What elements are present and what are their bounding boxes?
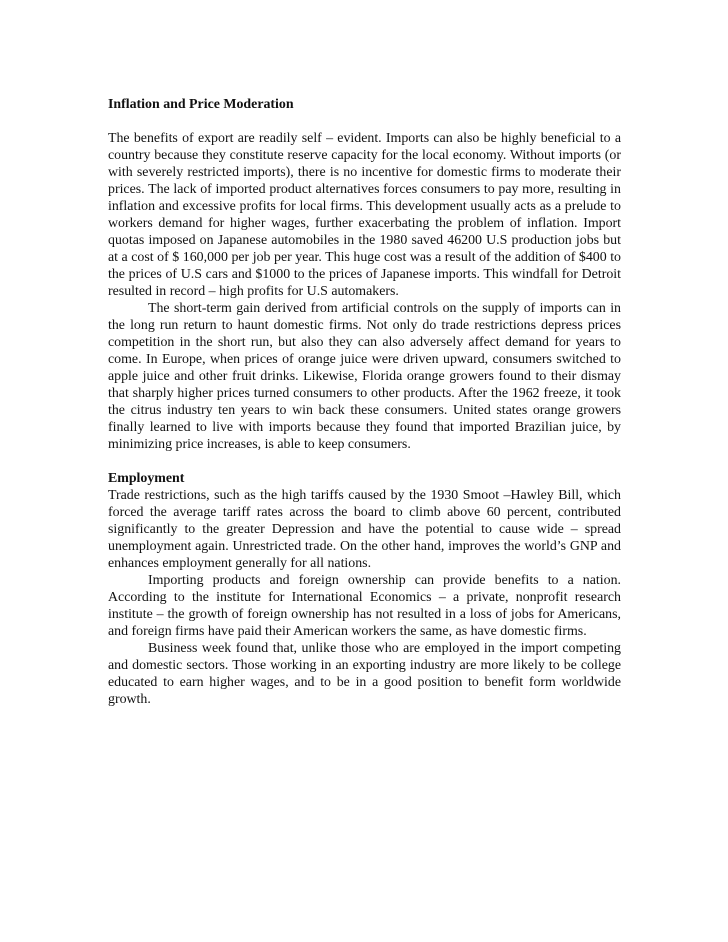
section-heading-inflation: Inflation and Price Moderation <box>108 97 294 112</box>
section-employment <box>108 470 621 708</box>
paragraph-employment-2: Importing products and foreign ownership can provide benefits to a nation. According to the institute for International Economics – a private, nonprofit research institute – the growth of foreign ownership has not resulted in a loss of jobs for Americans, and foreign firms have paid their American workers the same, as have domestic firms. <box>108 573 621 639</box>
paragraph-employment-3: Business week found that, unlike those who are employed in the import competing and domestic sectors. Those working in an exporting industry are more likely to be college educated to earn higher wages, and to be in a good position to benefit form worldwide growth. <box>108 641 621 707</box>
section-heading-employment: Employment <box>108 471 185 486</box>
section-inflation <box>108 96 621 453</box>
spacer <box>108 453 621 470</box>
paragraph-inflation-2: The short-term gain derived from artificial controls on the supply of imports can in the long run return to haunt domestic firms. Not only do trade restrictions depress prices competition in the short run, but also they can also adversely affect demand for years to come. In Europe, when prices of orange juice were driven upward, consumers switched to apple juice and other fruit drinks. Likewise, Florida orange growers found to their dismay that sharply higher prices turned consumers to other products. After the 1962 freeze, it took the citrus industry ten years to win back these consumers. United states orange growers finally learned to live with imports because they found that imported Brazilian juice, by minimizing price increases, is able to keep consumers. <box>108 301 621 452</box>
paragraph-employment-1: Trade restrictions, such as the high tariffs caused by the 1930 Smoot –Hawley Bill, which forced the average tariff rates across the board to climb above 60 percent, contributed significantly to the greater Depression and have the potential to cause wide – spread unemployment again. Unrestricted trade. On the other hand, improves the world’s GNP and enhances employment generally for all nations. <box>108 488 621 571</box>
paragraph-inflation-1: The benefits of export are readily self – evident. Imports can also be highly beneficial to a country because they constitute reserve capacity for the local economy. Without imports (or with severely restricted imports), there is no incentive for domestic firms to moderate their prices. The lack of imported product alternatives forces consumers to pay more, resulting in inflation and excessive profits for local firms. This development usually acts as a prelude to workers demand for higher wages, further exacerbating the problem of inflation. Import quotas imposed on Japanese automobiles in the 1980 saved 46200 U.S production jobs but at a cost of $ 160,000 per job per year. This huge cost was a result of the addition of $400 to the prices of U.S cars and $1000 to the prices of Japanese imports. This windfall for Detroit resulted in record – high profits for U.S automakers. <box>108 131 621 299</box>
document-page <box>108 96 621 708</box>
spacer <box>108 113 621 130</box>
